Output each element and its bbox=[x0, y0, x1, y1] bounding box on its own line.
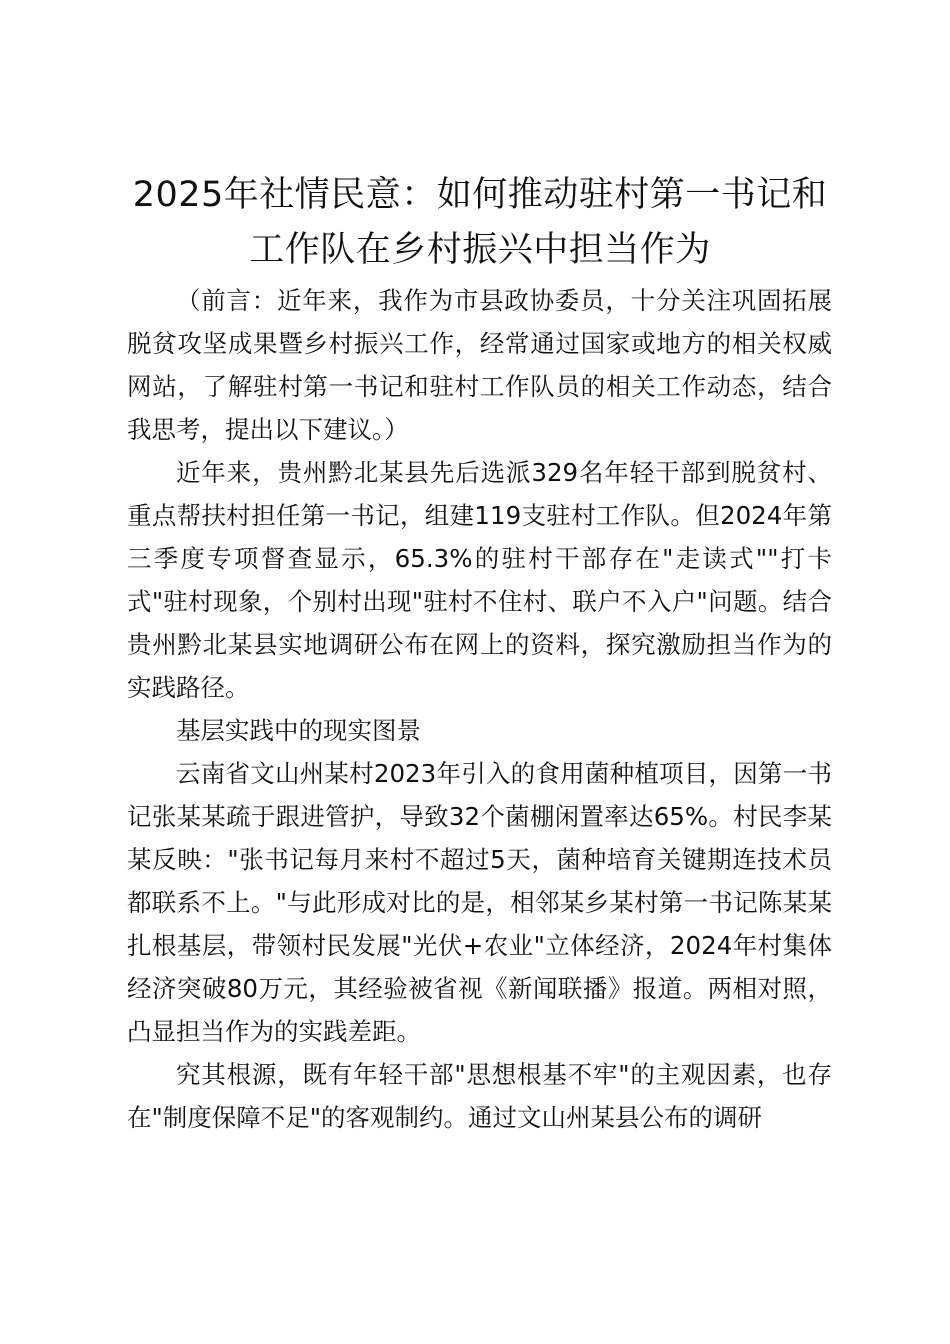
section-heading: 基层实践中的现实图景 bbox=[176, 716, 421, 745]
body-paragraph: 究其根源，既有年轻干部"思想根基不牢"的主观因素，也存在"制度保障不足"的客观制约。通过文山州某县公布的调研 bbox=[127, 1060, 832, 1132]
title-line-2: 工作队在乡村振兴中担当作为 bbox=[249, 230, 711, 270]
document-body bbox=[127, 279, 832, 1139]
title-line-1: 2025年社情民意：如何推动驻村第一书记和 bbox=[132, 175, 828, 215]
document-title bbox=[110, 168, 850, 278]
body-paragraph: 近年来，贵州黔北某县先后选派329名年轻干部到脱贫村、重点帮扶村担任第一书记，组建119支驻村工作队。但2024年第三季度专项督查显示，65.3%的驻村干部存在"走读式""打卡式"驻村现象，个别村出现"驻村不住村、联户不入户"问题。结合贵州黔北某县实地调研公布在网上的资料，探究激励担当作为的实践路径。 bbox=[127, 458, 832, 702]
body-paragraph: 云南省文山州某村2023年引入的食用菌种植项目，因第一书记张某某疏于跟进管护，导致32个菌棚闲置率达65%。村民李某某反映："张书记每月来村不超过5天，菌种培育关键期连技术员都联系不上。"与此形成对比的是，相邻某乡某村第一书记陈某某扎根基层，带领村民发展"光伏+农业"立体经济，2024年村集体经济突破80万元，其经验被省视《新闻联播》报道。两相对照，凸显担当作为的实践差距。 bbox=[127, 759, 832, 1046]
preface-paragraph: （前言：近年来，我作为市县政协委员，十分关注巩固拓展脱贫攻坚成果暨乡村振兴工作，经常通过国家或地方的相关权威网站，了解驻村第一书记和驻村工作队员的相关工作动态，结合我思考，提出以下建议。） bbox=[127, 286, 832, 444]
